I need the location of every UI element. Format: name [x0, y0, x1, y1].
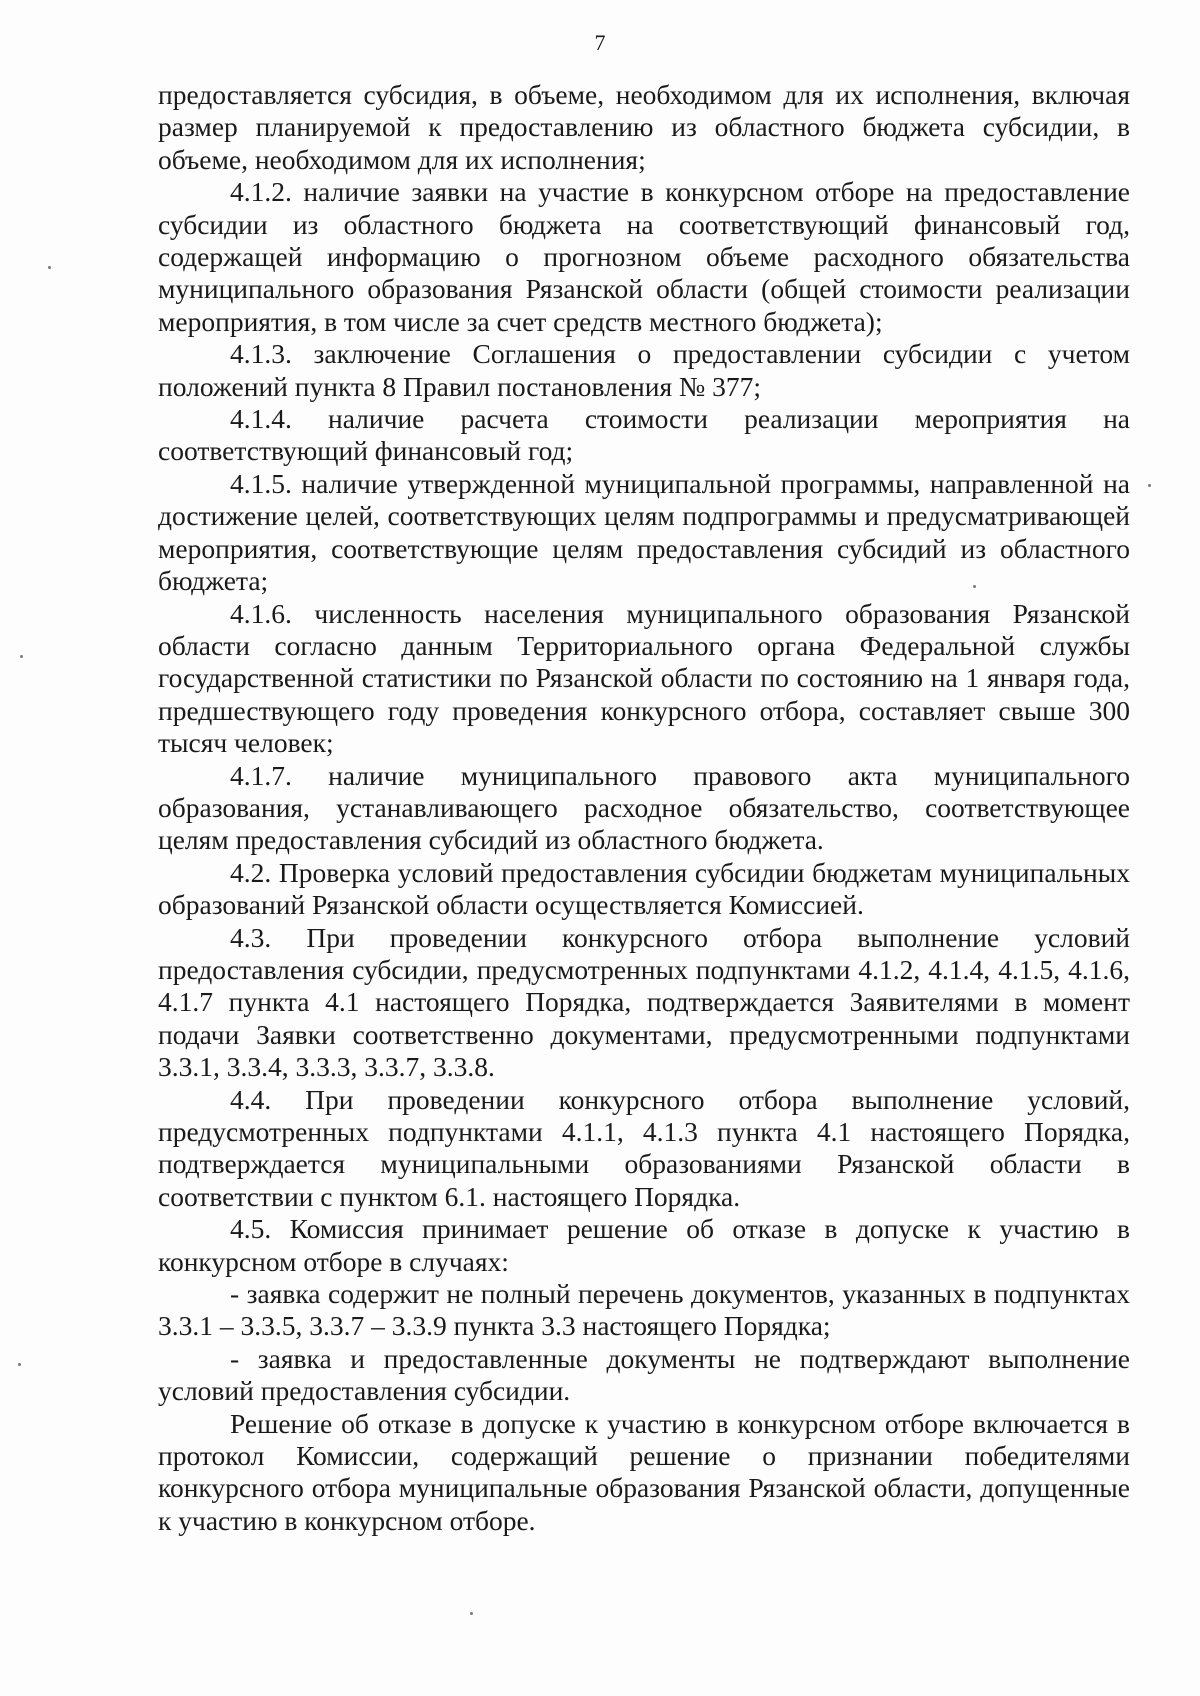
- paragraph-4-2: 4.2. Проверка условий предоставления субсидии бюджетам муниципальных образований Рязанской области осуществляется Комиссией.: [158, 856, 1130, 921]
- scan-speck: [1148, 484, 1151, 487]
- paragraph-4-1-3: 4.1.3. заключение Соглашения о предоставлении субсидии с учетом положений пункта 8 Правил постановления № 377;: [158, 338, 1130, 402]
- paragraph-4-1-6: 4.1.6. численность населения муниципального образования Рязанской области согласно данным Территориального органа Федеральной службы государственной статистики по Рязанской области по состоянию на 1 января года, предшествующего году проведения конкурсного отбора, составляет свыше 300 тысяч человек;: [158, 597, 1130, 759]
- scan-speck: [20, 655, 23, 658]
- paragraph-4-1-2: 4.1.2. наличие заявки на участие в конкурсном отборе на предоставление субсидии из областного бюджета на соответствующий финансовый год, содержащей информацию о прогнозном объеме расходного обязательства муниципального образования Рязанской области (общей стоимости реализации мероприятия, в том числе за счет средств местного бюджета);: [158, 176, 1130, 337]
- list-item-conditions-not-confirmed: - заявка и предоставленные документы не подтверждают выполнение условий предоставления субсидии.: [158, 1342, 1130, 1407]
- paragraph-4-1-5: 4.1.5. наличие утвержденной муниципальной программы, направленной на достижение целей, соответствующих целям подпрограммы и предусматривающей мероприятия, соответствующие целям предоставления субсидий из областного бюджета;: [158, 467, 1130, 597]
- paragraph-4-1-4: 4.1.4. наличие расчета стоимости реализации мероприятия на соответствующий финансовый год;: [158, 403, 1130, 467]
- document-body: [158, 79, 1130, 1537]
- scan-speck: [18, 1363, 21, 1366]
- scan-speck: [973, 585, 976, 588]
- paragraph-4-1-7: 4.1.7. наличие муниципального правового акта муниципального образования, устанавливающего расходное обязательство, соответствующее целям предоставления субсидий из областного бюджета.: [158, 759, 1130, 856]
- paragraph-4-4: 4.4. При проведении конкурсного отбора выполнение условий, предусмотренных подпунктами 4.1.1, 4.1.3 пункта 4.1 настоящего Порядка, подтверждается муниципальными образованиями Рязанской области в соответствии с пунктом 6.1. настоящего Порядка.: [158, 1083, 1130, 1212]
- scan-speck: [470, 1612, 473, 1615]
- paragraph-4-5: 4.5. Комиссия принимает решение об отказе в допуске к участию в конкурсном отборе в случаях:: [158, 1213, 1130, 1277]
- paragraph-4-3: 4.3. При проведении конкурсного отбора выполнение условий предоставления субсидии, предусмотренных подпунктами 4.1.2, 4.1.4, 4.1.5, 4.1.6, 4.1.7 пункта 4.1 настоящего Порядка, подтверждается Заявителями в момент подачи Заявки соответственно документами, предусмотренными подпунктами 3.3.1, 3.3.4, 3.3.3, 3.3.7, 3.3.8.: [158, 921, 1130, 1083]
- paragraph-continuation: предоставляется субсидия, в объеме, необходимом для их исполнения, включая размер планируемой к предоставлению из областного бюджета субсидии, в объеме, необходимом для их исполнения;: [158, 79, 1130, 175]
- paragraph-refusal-decision: Решение об отказе в допуске к участию в конкурсном отборе включается в протокол Комиссии, содержащий решение о признании победителями конкурсного отбора муниципальные образования Рязанской области, допущенные к участию в конкурсном отборе.: [158, 1407, 1130, 1536]
- scan-speck: [48, 266, 51, 269]
- list-item-incomplete-documents: - заявка содержит не полный перечень документов, указанных в подпунктах 3.3.1 – 3.3.5, 3.3.7 – 3.3.9 пункта 3.3 настоящего Порядка;: [158, 1278, 1130, 1342]
- page-number: 7: [594, 30, 606, 55]
